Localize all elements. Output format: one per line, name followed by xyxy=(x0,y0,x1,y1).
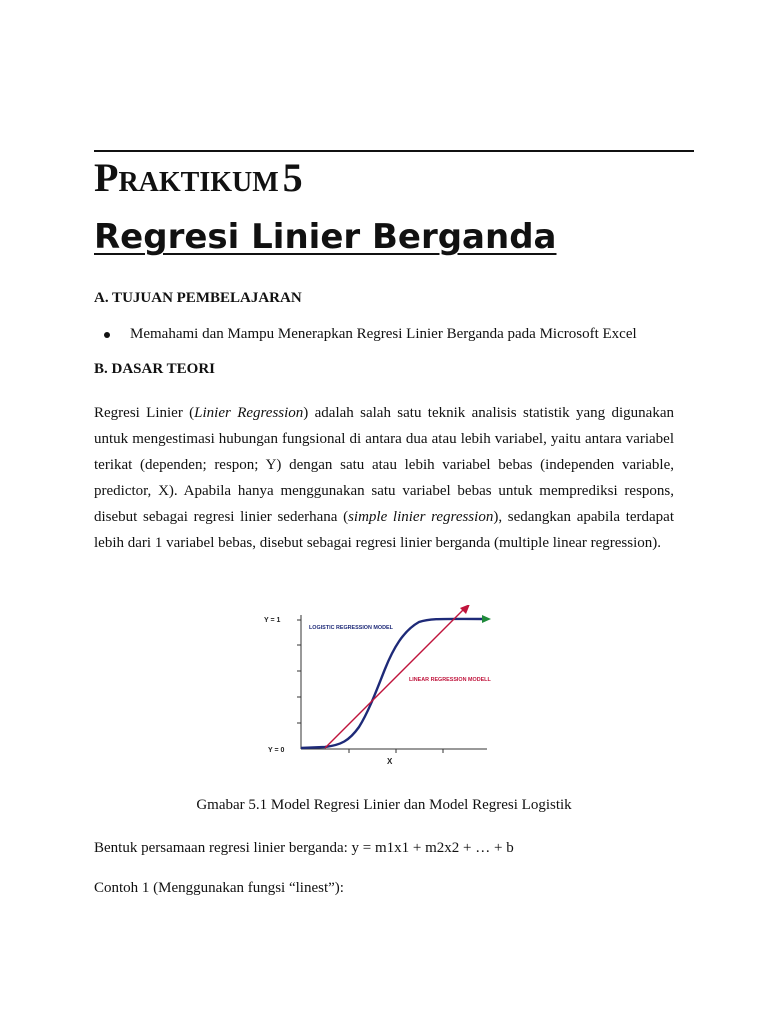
paragraph-text-3: ), sedangkan apabila terdapat lebih dari 1 variabel bebas, disebut sebagai regresi linier berganda (multiple linear regression). xyxy=(94,509,675,551)
linear-label: LINEAR REGRESSION MODELL xyxy=(409,677,491,683)
y-bottom-label: Y = 0 xyxy=(268,747,285,754)
paragraph-italic-2: simple linier regression xyxy=(348,509,494,525)
bullet-icon xyxy=(104,332,110,338)
paragraph-italic-1: Linier Regression xyxy=(194,405,304,421)
regression-figure xyxy=(255,605,510,775)
paragraph-text-2: ) adalah salah satu teknik analisis statistik yang digunakan untuk mengestimasi hubungan fungsional di antara dua atau lebih variabel, yaitu antara variabel terikat (dependen; respon; Y) dengan satu atau lebih variabel bebas (independen variable, predictor, X). Apabila hanya menggunakan satu variabel bebas untuk memprediksi respons, disebut sebagai regresi linier sederhana ( xyxy=(94,405,674,525)
bullet-text: Memahami dan Mampu Menerapkan Regresi Linier Berganda pada Microsoft Excel xyxy=(130,326,637,342)
section-a-heading: A. TUJUAN PEMBELAJARAN xyxy=(94,290,302,306)
praktikum-word: RAKTIKUM xyxy=(118,167,279,198)
y-ticks xyxy=(297,620,301,723)
section-b-heading: B. DASAR TEORI xyxy=(94,361,216,377)
x-ticks xyxy=(349,749,443,753)
figure-caption: Gmabar 5.1 Model Regresi Linier dan Model Regresi Logistik xyxy=(196,797,572,813)
example-line: Contoh 1 (Menggunakan fungsi “linest”): xyxy=(94,880,344,896)
theory-paragraph xyxy=(94,400,674,556)
document-title: Regresi Linier Berganda xyxy=(94,217,557,257)
y-top-label: Y = 1 xyxy=(264,617,281,624)
logistic-label: LOGISTIC REGRESSION MODEL xyxy=(309,625,393,631)
logistic-curve xyxy=(301,619,483,748)
logistic-arrowhead xyxy=(482,615,491,623)
praktikum-number: 5 xyxy=(282,155,303,200)
x-axis-label: X xyxy=(387,757,393,766)
list-item xyxy=(104,326,637,343)
linear-arrowhead xyxy=(460,605,470,614)
praktikum-heading xyxy=(94,155,303,200)
equation-line: Bentuk persamaan regresi linier berganda: y = m1x1 + m2x2 + … + b xyxy=(94,840,514,856)
top-rule xyxy=(94,150,694,152)
praktikum-initial: P xyxy=(94,155,119,200)
paragraph-text-1: Regresi Linier ( xyxy=(94,405,195,421)
